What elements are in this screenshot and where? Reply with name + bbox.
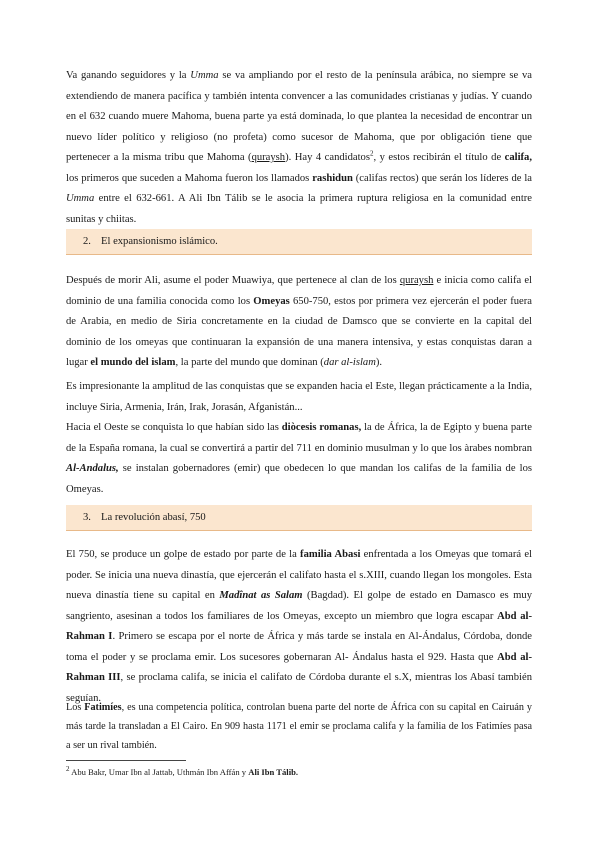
text: Hacia el Oeste se conquista lo que habían sido las xyxy=(66,422,282,433)
paragraph-umma xyxy=(66,66,532,230)
section-number: 2. xyxy=(83,236,91,247)
term-mundo-islam: el mundo del islam xyxy=(90,357,176,368)
term-familia-abasi: familia Abasi xyxy=(300,549,361,560)
term-califa: califa, xyxy=(504,152,532,163)
section-title: La revolución abasí, 750 xyxy=(101,512,206,523)
footnote-number: 2 xyxy=(66,765,70,774)
text: Es impresionante la amplitud de las conquistas que se expanden hacia el Este, llegan prácticamente a la India, incluye Siria, Armenia, Irán, Irak, Jorasán, Afganistán... xyxy=(66,381,532,413)
paragraph-conquistas xyxy=(66,377,532,500)
term-diocesis: diòcesis romanas, xyxy=(281,422,362,433)
text: (Bagdad). El golpe de estado en Damasco es muy sangriento, asesinan a todos los familiares de los Omeyas, excepto un miembro que logra escapar xyxy=(66,590,532,622)
text: enfrentada a los Omeyas que tomará el poder. Se inicia una nueva dinastía, que ejercerán el califato hasta el s.XIII, cuando llegan los mongoles. Esta nueva dinastía tiene su capital en xyxy=(66,549,532,601)
text: se va ampliando por el resto de la península arábica, no siempre se va extendiendo de manera pacífica y también intenta convencer a las comunidades cristianas y judías. Y cuando en el 632 cuando muere Mahoma, buena parte ya está dominada, lo que plantea la necesidad de encontrar un nuevo líder político y religioso (no profeta) como sucesor de Mahoma, que por obligación tiene que pertenecer a la misma tribu que Mahoma ( xyxy=(66,70,532,163)
term-al-andalus: Al-Andalus, xyxy=(66,463,119,474)
footnote-term-ali: Ali Ibn Tálib. xyxy=(248,767,299,777)
text: ). xyxy=(375,357,383,368)
term-fatimies: Fatimíes xyxy=(84,702,122,713)
text: Va ganando seguidores y la xyxy=(66,70,191,81)
text: , es una competencia política, controlan buena parte del norte de África con su capital en Cairuán y más tarde la transladan a El Cairo. En 909 hasta 1171 el emir se proclama califa y la familia de los Fatimíes pasa a ser un rival también. xyxy=(66,702,533,751)
paragraph-omeyas xyxy=(66,271,532,374)
term-abd-al-rahman-i: Abd al- Rahman I xyxy=(66,610,532,642)
text: . Primero se escapa por el norte de África y más tarde se instala en Al-Ándalus, Córdoba, donde toma el poder y se proclama emir. Los sucesores gobernaran Al- Ándalus hasta el 929. Hasta que xyxy=(66,631,533,663)
paragraph-abasi xyxy=(66,545,532,709)
term-dar-al-islam: dar al-islam xyxy=(323,357,376,368)
text: la de África, la de Egipto y buena parte de la España romana, la cual se convertirá a partir del 711 en dominio musulman y lo que los àrabes nombran xyxy=(66,422,532,454)
text: los primeros que suceden a Mahoma fueron los llamados xyxy=(66,172,313,184)
text: 650-750, estos por primera vez ejercerán el poder fuera de Arabia, en medio de Siria concretamente en la ciudad de Damsco que se convierte en la capital del dominio de los omeyas que continuaran la expansión de una manera intensiva, y estas conquistas daran a lugar xyxy=(66,295,532,368)
text: (califas rectos) que serán los líderes de la xyxy=(352,172,532,184)
section-heading-revolucion xyxy=(66,505,532,531)
term-quraysh: quraysh xyxy=(251,152,286,163)
term-umma: Umma xyxy=(190,70,219,81)
text: ). Hay 4 candidatos xyxy=(285,152,370,163)
section-number: 3. xyxy=(83,512,91,523)
paragraph-fatimies xyxy=(66,698,532,755)
term-omeyas: Omeyas xyxy=(253,295,290,307)
text: se instalan gobernadores (emir) que obedecen lo que mandan los califas de la familia de los Omeyas. xyxy=(66,463,532,495)
footnote-ref[interactable]: 2 xyxy=(369,149,374,158)
term-abd-al-rahman-iii: Abd al- Rahman III xyxy=(66,651,532,683)
text: , y estos recibirán el título de xyxy=(373,152,505,163)
term-umma: Umma xyxy=(66,193,95,204)
footnote-divider xyxy=(66,760,186,761)
footnote-text: Abu Bakr, Umar Ibn al Jattab, Uthmán Ibn Affán y xyxy=(69,767,249,777)
text: Después de morir Ali, asume el poder Muawiya, que pertenece al clan de los xyxy=(66,275,400,286)
text: , la parte del mundo que dominan ( xyxy=(175,357,324,368)
text: , se proclama califa, se inicia el califato de Córdoba durante el s.X, mientras los Abasí también seguían. xyxy=(66,672,532,704)
section-title: El expansionismo islámico. xyxy=(101,236,218,247)
text: Los xyxy=(66,702,85,713)
text: El 750, se produce un golpe de estado por parte de la xyxy=(66,549,301,560)
term-quraysh: quraysh xyxy=(399,275,434,286)
term-rashidun: rashidun xyxy=(312,172,353,184)
text: e inicia como califa el dominio de una familia conocida como los xyxy=(66,275,532,307)
footnote xyxy=(66,765,532,779)
section-heading-expansionismo xyxy=(66,229,532,255)
text: entre el 632-661. A Ali Ibn Tálib se le asocia la primera ruptura religiosa en la comunidad entre sunitas y chiitas. xyxy=(66,193,532,225)
term-madinat: Madînat as Salam xyxy=(219,590,303,601)
